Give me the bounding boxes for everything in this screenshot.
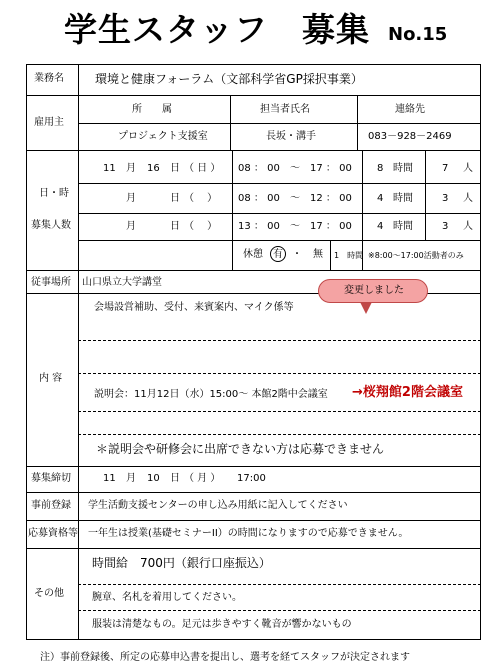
schedule-weekday: （ ） [184,193,218,204]
schedule-people: 7 [442,163,449,174]
label-qualification: 応募資格等 [28,528,78,539]
schedule-people-unit: 人 [463,163,473,174]
location-value: 山口県立大学講堂 [82,277,162,288]
schedule-tilde: ～ [290,193,300,204]
divider [362,150,363,240]
label-other: その他 [34,588,64,599]
issue-number: No.15 [388,24,448,45]
dashed-divider [78,434,481,435]
deadline-day-unit: 日 [170,473,180,484]
divider [78,213,481,214]
label-business: 業務名 [34,73,64,84]
break-note: ※8:00～17:00活動者のみ [368,251,464,260]
schedule-weekday: （ 日 ） [184,163,221,174]
schedule-start: 13 ： 00 [238,221,280,232]
schedule-month-unit: 月 [126,163,136,174]
divider [78,123,481,124]
schedule-end: 17 ： 00 [310,163,352,174]
schedule-hours: 8 [377,163,384,174]
page-title: 学生スタッフ 募集 [64,10,370,49]
schedule-end: 12 ： 00 [310,193,352,204]
business-name: 環境と健康フォーラム（文部科学省GP採択事業） [95,72,363,86]
label-pre-registration: 事前登録 [31,500,71,511]
divider [78,183,481,184]
schedule-hours-unit: 時間 [393,163,413,174]
schedule-day-unit: 日 [170,221,180,232]
schedule-tilde: ～ [290,163,300,174]
schedule-hours: 4 [377,193,384,204]
schedule-end: 17 ： 00 [310,221,352,232]
dashed-divider [78,610,481,611]
header-dept: 所 属 [132,104,172,115]
schedule-people-unit: 人 [463,193,473,204]
briefing-new-location: →桜翔館2階会議室 [352,385,463,400]
bubble-tail [360,302,372,314]
dashed-divider [78,340,481,341]
label-deadline: 募集締切 [31,473,71,484]
change-notice-text: 変更しました [344,285,404,296]
break-duration: 1 時間 [334,251,364,260]
schedule-day-unit: 日 [170,193,180,204]
schedule-tilde: ～ [290,221,300,232]
deadline-month-unit: 月 [126,473,136,484]
break-yes: 有 [273,249,283,260]
schedule-weekday: （ ） [184,221,218,232]
break-dot: ・ [292,249,302,260]
schedule-people: 3 [442,221,449,232]
dress-code-info: 服装は清楚なもの。足元は歩きやすく靴音が響かないもの [92,619,352,630]
divider [26,548,481,549]
dashed-divider [78,411,481,412]
schedule-hours-unit: 時間 [393,193,413,204]
break-no: 無 [313,249,323,260]
title-bar [0,0,500,58]
divider [78,240,481,241]
schedule-month-unit: 月 [126,221,136,232]
label-content: 内 容 [39,373,63,384]
attendance-warning: ＊説明会や研修会に出席できない方は応募できません [96,442,385,456]
divider [26,95,481,96]
divider [26,520,481,521]
schedule-hours: 4 [377,221,384,232]
schedule-month: 11 [103,163,116,174]
schedule-day-unit: 日 [170,163,180,174]
employer-person: 長坂・溝手 [266,131,316,142]
deadline-month: 11 [103,473,116,484]
briefing-info: 説明会：11月12日（水）15:00～ 本館2階中会議室 [94,389,328,400]
break-label: 休憩 [243,249,263,260]
content-tasks: 会場設営補助、受付、来賓案内、マイク係等 [94,302,294,313]
divider [357,95,358,150]
schedule-day: 16 [147,163,160,174]
schedule-start: 08 ： 00 [238,163,280,174]
deadline-time: 17:00 [237,473,266,484]
divider [232,150,233,270]
dashed-divider [78,584,481,585]
schedule-month-unit: 月 [126,193,136,204]
divider [26,492,481,493]
footnote: 注）事前登録後、所定の応募申込書を提出し、選考を経てスタッフが決定されます [40,652,410,663]
divider [26,150,481,151]
divider [26,270,481,271]
schedule-hours-unit: 時間 [393,221,413,232]
divider [230,95,231,150]
divider [425,150,426,240]
label-location: 従事場所 [31,277,71,288]
deadline-weekday: （ 月 ） [184,473,221,484]
label-recruit-count: 募集人数 [31,220,71,231]
schedule-people: 3 [442,193,449,204]
deadline-day: 10 [147,473,160,484]
employer-dept: プロジェクト支援室 [118,131,208,142]
label-employer: 雇用主 [34,117,64,128]
label-datetime: 日・時 [39,188,69,199]
header-contact: 連絡先 [395,104,425,115]
qualification-value: 一年生は授業(基礎セミナーII）の時間になりますので応募できません。 [88,528,409,539]
header-contact-person: 担当者氏名 [260,104,310,115]
divider [330,240,331,270]
dashed-divider [78,373,481,374]
employer-phone: 083－928－2469 [368,131,452,142]
divider [26,466,481,467]
schedule-people-unit: 人 [463,221,473,232]
pre-registration-value: 学生活動支援センターの申し込み用紙に記入してください [88,500,348,511]
wage-info: 時間給 700円（銀行口座振込） [92,556,271,570]
armband-info: 腕章、名札を着用してください。 [92,592,242,603]
schedule-start: 08 ： 00 [238,193,280,204]
